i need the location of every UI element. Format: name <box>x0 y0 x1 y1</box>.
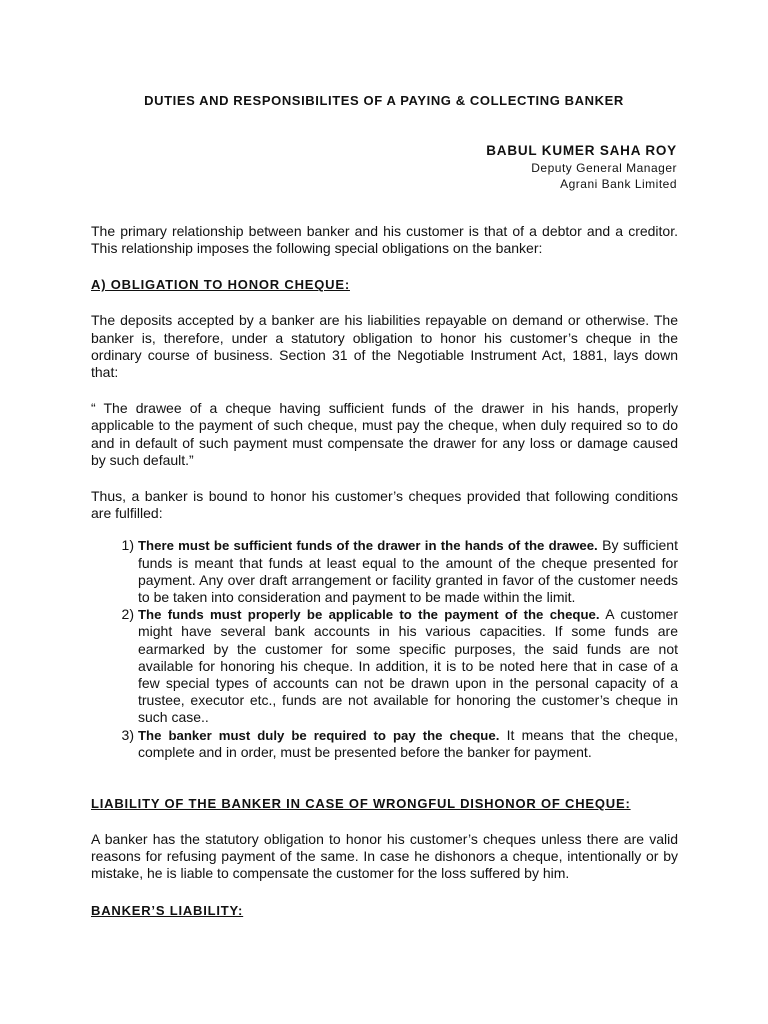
intro-paragraph: The primary relationship between banker and his customer is that of a debtor and a creditor. This relationship imposes the following special obligations on the banker: <box>91 223 678 257</box>
list-item-body <box>136 727 678 761</box>
document-body <box>91 223 678 919</box>
section-a-heading: A) OBLIGATION TO HONOR CHEQUE: <box>91 277 350 293</box>
list-item-number: 3) <box>121 726 134 743</box>
section-a-paragraph: The deposits accepted by a banker are his liabilities repayable on demand or otherwise. The banker is, therefore, under a statutory obligation to honor his customer’s cheque in the ordinary course of business. Section 31 of the Negotiable Instrument Act, 1881, lays down that: <box>91 312 678 381</box>
list-item-body <box>136 606 678 726</box>
list-item-number: 1) <box>121 537 134 554</box>
list-item-text: It means that the cheque, complete and in order, must be presented before the banker for payment. <box>138 726 678 760</box>
list-item <box>91 606 678 726</box>
liability-heading: LIABILITY OF THE BANKER IN CASE OF WRONGFUL DISHONOR OF CHEQUE: <box>91 796 631 812</box>
list-item-text: By sufficient funds is meant that funds at least equal to the amount of the cheque presented for payment. Any over draft arrangement or facility granted in favor of the customer needs to be taken into consideration and payment to be made within the limit. <box>138 537 678 606</box>
author-organization: Agrani Bank Limited <box>560 177 677 191</box>
author-block <box>486 142 677 192</box>
list-item-lead: There must be sufficient funds of the drawer in the hands of the drawee. <box>138 538 598 554</box>
list-item <box>91 727 678 761</box>
list-item <box>91 537 678 606</box>
bankers-liability-heading: BANKER’S LIABILITY: <box>91 902 244 918</box>
list-item-lead: The funds must properly be applicable to the payment of the cheque. <box>138 607 600 623</box>
list-item-number: 2) <box>121 606 134 623</box>
statute-quote: “ The drawee of a cheque having sufficient funds of the drawer in his hands, properly applicable to the payment of such cheque, must pay the cheque, when duly required so to do and in default of such payment must compensate the drawer for any loss or damage caused by such default.” <box>91 400 678 468</box>
document-title: DUTIES AND RESPONSIBILITES OF A PAYING & COLLECTING BANKER <box>144 93 624 108</box>
list-item-lead: The banker must duly be required to pay the cheque. <box>138 727 500 743</box>
author-name: BABUL KUMER SAHA ROY <box>486 143 677 158</box>
liability-paragraph: A banker has the statutory obligation to honor his customer’s cheques unless there are valid reasons for refusing payment of the same. In case he dishonors a cheque, intentionally or by mistake, he is liable to compensate the customer for the loss suffered by him. <box>91 831 678 882</box>
conditions-intro: Thus, a banker is bound to honor his customer’s cheques provided that following conditions are fulfilled: <box>91 488 678 522</box>
conditions-list <box>91 537 678 761</box>
list-item-body <box>136 537 678 606</box>
list-item-text: A customer might have several bank accounts in his various capacities. If some funds are earmarked by the customer for some specific purposes, the said funds are not available for honoring his cheque. In addition, it is to be noted here that in case of a few special types of accounts can not be drawn upon in the personal capacity of a trustee, executor etc., funds are not available for honoring the customer’s cheque in such case.. <box>138 606 678 726</box>
author-position: Deputy General Manager <box>531 161 677 175</box>
